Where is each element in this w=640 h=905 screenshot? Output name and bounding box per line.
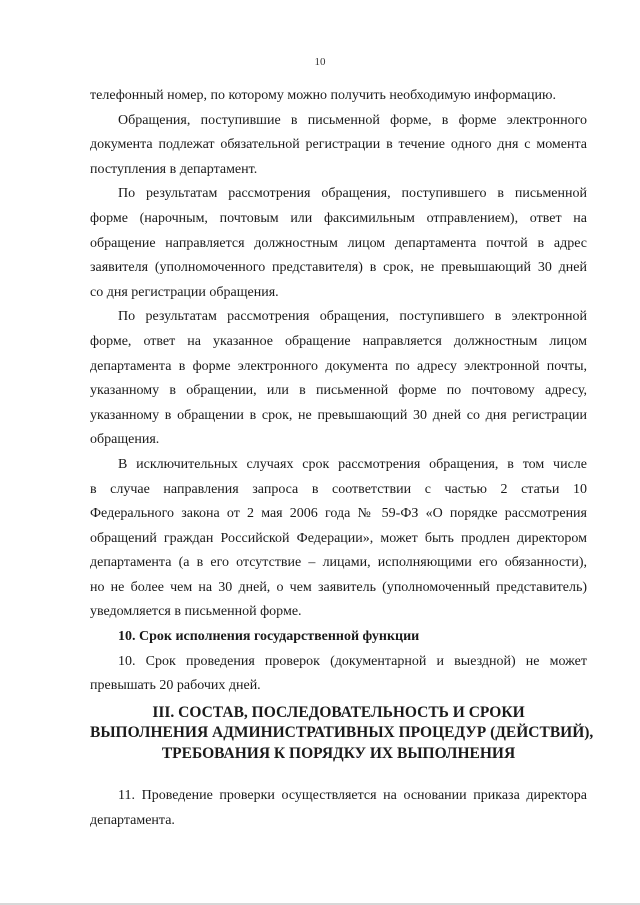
paragraph-written-response-line: форме (нарочным, почтовым или факсимильным отправлением), ответ на — [90, 210, 587, 226]
paragraph-written-response-line: со дня регистрации обращения. — [90, 284, 279, 300]
paragraph-extension-line: департамента (а в его отсутствие – лицами, исполняющими его обязанности), — [90, 555, 587, 571]
chapter-title — [90, 703, 594, 765]
paragraph-extension-line: обращений граждан Российской Федерации», может быть продлен директором — [90, 530, 587, 546]
paragraph-extension-line: в случае направления запроса в соответствии с частью 2 статьи 10 — [90, 481, 587, 497]
document-body — [90, 84, 594, 834]
paragraph-written-response-line: По результатам рассмотрения обращения, поступившего в письменной — [118, 186, 587, 202]
chapter-title-line: ТРЕБОВАНИЯ К ПОРЯДКУ ИХ ВЫПОЛНЕНИЯ — [161, 744, 516, 762]
text-line: телефонный номер, по которому можно получить необходимую информацию. — [90, 88, 556, 103]
paragraph-inspection-basis-line: департамента. — [90, 812, 175, 828]
chapter-title-line: ВЫПОЛНЕНИЯ АДМИНИСТРАТИВНЫХ ПРОЦЕДУР (ДЕЙСТВИЙ), — [90, 724, 594, 742]
paragraph-extension-line: но не более чем на 30 дней, о чем заявитель (уполномоченный представитель) — [90, 579, 587, 595]
paragraph-registration-line: документа подлежат обязательной регистрации в течение одного дня с момента — [90, 137, 587, 153]
paragraph-electronic-response-line: департамента в форме электронного документа по адресу электронной почты, — [90, 358, 587, 374]
page-number: 10 — [314, 56, 326, 68]
paragraph-inspection-term-line: 10. Срок проведения проверок (документарной и выездной) не может — [118, 653, 587, 669]
paragraph-registration-line: поступления в департамент. — [90, 161, 258, 177]
paragraph-electronic-response-line: форме, ответ на указанное обращение направляется должностным лицом — [90, 333, 587, 349]
paragraph-electronic-response-line: обращения. — [90, 432, 160, 448]
paragraph-registration-line: Обращения, поступившие в письменной форме, в форме электронного — [118, 112, 587, 128]
paragraph-extension-line: уведомляется в письменной форме. — [90, 604, 302, 620]
paragraph-inspection-basis-line: 11. Проведение проверки осуществляется на основании приказа директора — [118, 788, 587, 804]
paragraph-extension-line: Федерального закона от 2 мая 2006 года № 59-ФЗ «О порядке рассмотрения — [90, 506, 587, 522]
section-heading: 10. Срок исполнения государственной функции — [118, 629, 420, 645]
chapter-title-line: III. СОСТАВ, ПОСЛЕДОВАТЕЛЬНОСТЬ И СРОКИ — [152, 703, 525, 721]
paragraph-extension-line: В исключительных случаях срок рассмотрения обращения, в том числе — [118, 456, 587, 472]
paragraph-electronic-response-line: указанному в обращении, или в письменной форме по почтовому адресу, — [90, 383, 587, 399]
paragraph-inspection-term-line: превышать 20 рабочих дней. — [90, 678, 261, 694]
paragraph-electronic-response-line: По результатам рассмотрения обращения, поступившего в электронной — [118, 309, 587, 325]
paragraph-written-response-line: обращение направляется должностным лицом департамента почтой в адрес — [90, 235, 587, 251]
paragraph-electronic-response-line: указанному в обращении в срок, не превышающий 30 дней со дня регистрации — [90, 407, 587, 423]
paragraph-written-response-line: заявителя (уполномоченного представителя) в срок, не превышающий 30 дней — [90, 260, 587, 276]
